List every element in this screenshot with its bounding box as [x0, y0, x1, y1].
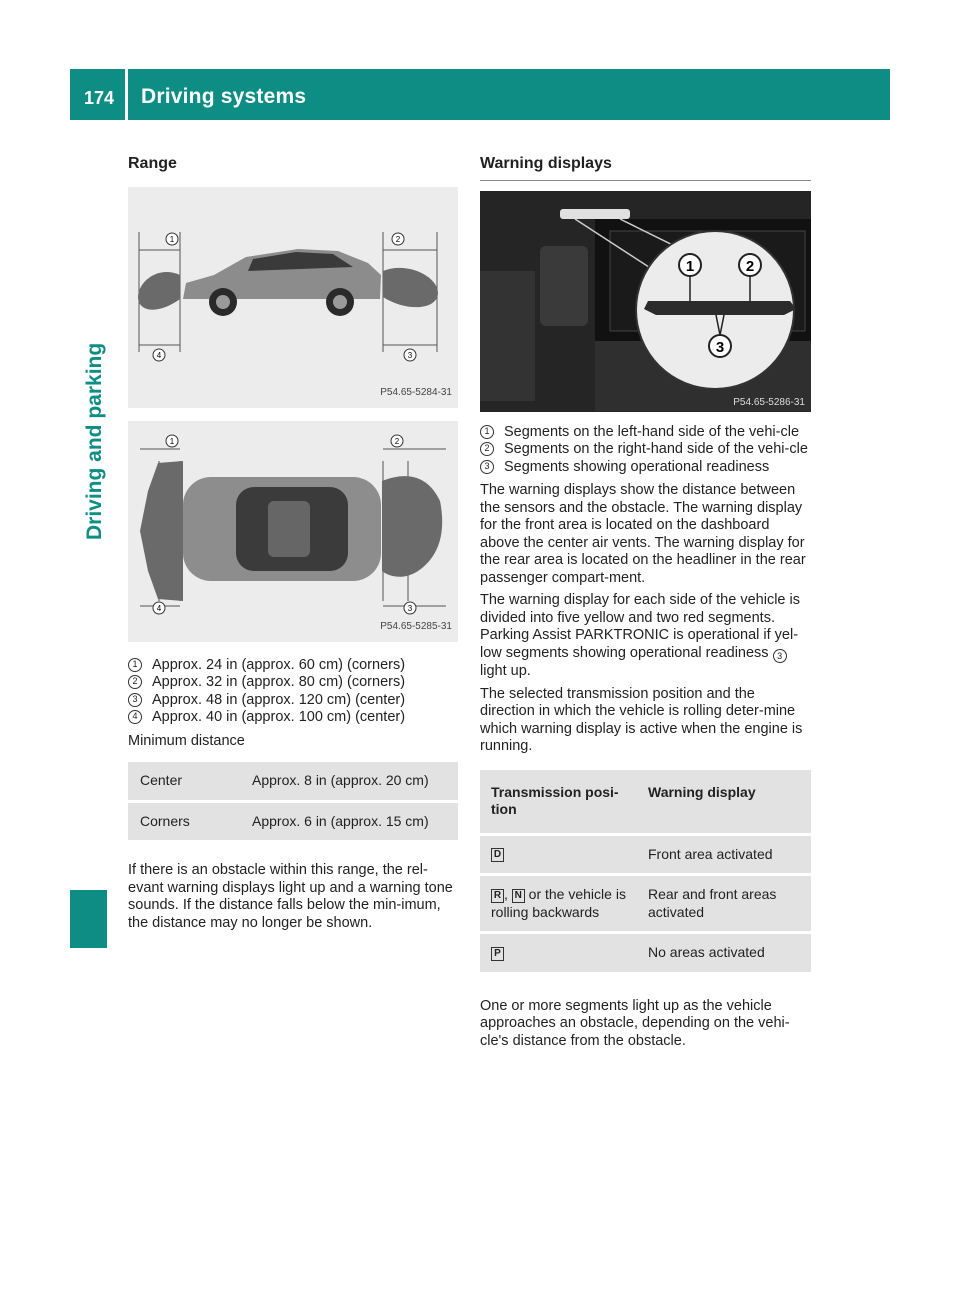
range-column	[128, 150, 458, 932]
section-title: Driving systems	[141, 85, 307, 108]
callout-3-marker	[709, 335, 731, 357]
warning-heading: Warning displays	[480, 150, 811, 181]
value-cell: Approx. 8 in (approx. 20 cm)	[252, 772, 429, 788]
top-view-illustration	[128, 421, 458, 642]
callout-3-marker	[404, 602, 416, 614]
display-cell: Rear and front areas activated	[648, 886, 777, 920]
svg-text:4: 4	[156, 603, 162, 613]
legend-item	[128, 709, 458, 727]
gear-key-icon: R	[491, 889, 504, 903]
range-heading: Range	[128, 155, 177, 172]
min-distance-label: Minimum distance	[128, 732, 245, 749]
chapter-side-label: Driving and parking	[83, 342, 106, 540]
svg-text:2: 2	[745, 257, 755, 275]
warning-column	[480, 150, 811, 1050]
legend-text: Segments on the left-hand side of the vehi-cle	[504, 423, 800, 440]
callout-2-marker	[391, 435, 403, 447]
value-cell: Approx. 6 in (approx. 15 cm)	[252, 812, 429, 829]
range-top-view-figure	[128, 421, 458, 642]
legend-text: Segments on the right-hand side of the vehi-cle	[504, 441, 808, 457]
svg-text:2: 2	[395, 234, 401, 244]
callout-number: 1	[128, 658, 142, 672]
zone-cell: Center	[140, 772, 183, 788]
range-paragraph: If there is an obstacle within this range, the rel-evant warning displays light up and a warning tone sounds. If the distance falls below the min-imum, the distance may no longer be shown.	[128, 862, 453, 931]
range-side-view-figure	[128, 187, 458, 408]
svg-text:3: 3	[715, 338, 725, 356]
figure-code: P54.65-5285-31	[380, 621, 452, 632]
page-number: 174	[84, 88, 115, 108]
callout-1-marker	[679, 254, 701, 276]
warning-paragraph-2	[480, 592, 811, 681]
callout-2-marker	[739, 254, 761, 276]
table-row	[128, 762, 458, 800]
svg-text:3: 3	[407, 603, 413, 613]
callout-number: 3	[128, 693, 142, 707]
legend-item	[480, 424, 811, 442]
transmission-suffix: or the vehicle is rolling backwards	[491, 886, 626, 920]
legend-text: Approx. 32 in (approx. 80 cm) (corners)	[152, 674, 406, 690]
legend-text: Approx. 48 in (approx. 120 cm) (center)	[152, 691, 406, 708]
warning-legend	[480, 424, 811, 477]
column-header: Warning display	[637, 770, 811, 833]
warning-paragraph-4: One or more segments light up as the vehicle approaches an obstacle, depending on the vehi-cle's distance from the obstacle.	[480, 997, 790, 1049]
svg-text:1: 1	[169, 234, 175, 244]
figure-code: P54.65-5286-31	[733, 396, 805, 408]
callout-1-marker	[166, 233, 178, 245]
legend-text: Approx. 40 in (approx. 100 cm) (center)	[152, 709, 406, 725]
zone-cell: Corners	[140, 812, 190, 829]
transmission-cell	[480, 876, 637, 931]
gear-key-icon: N	[512, 889, 525, 903]
legend-item	[128, 692, 458, 710]
gear-key-icon: D	[491, 848, 504, 862]
warning-paragraph-3: The selected transmission position and the direction in which the vehicle is rolling deter-mine which warning display is active when the engine is running.	[480, 685, 803, 755]
key-separator: ,	[504, 886, 508, 903]
header-divider	[125, 69, 128, 120]
legend-text: Segments showing operational readiness	[504, 458, 770, 475]
transmission-cell	[480, 934, 637, 972]
callout-1-marker	[166, 435, 178, 447]
legend-item	[128, 657, 458, 675]
callout-number: 3	[773, 649, 787, 663]
svg-text:3: 3	[407, 350, 413, 360]
min-distance-table	[128, 762, 458, 840]
dashboard-illustration	[480, 191, 811, 412]
callout-4-marker	[153, 349, 165, 361]
chapter-marker	[70, 890, 107, 948]
range-legend	[128, 657, 458, 727]
callout-4-marker	[153, 602, 165, 614]
transmission-table	[480, 770, 811, 972]
callout-3-marker	[404, 349, 416, 361]
legend-item	[128, 674, 458, 692]
display-cell: Front area activated	[648, 845, 773, 862]
table-row	[480, 934, 811, 972]
legend-item	[480, 459, 811, 477]
figure-code: P54.65-5284-31	[380, 387, 452, 398]
gear-key-icon: P	[491, 947, 504, 961]
warning-display-figure	[480, 191, 811, 412]
callout-number: 3	[480, 460, 494, 474]
transmission-cell	[480, 836, 637, 874]
legend-text: Approx. 24 in (approx. 60 cm) (corners)	[152, 656, 406, 673]
paragraph-text: light up.	[480, 663, 531, 680]
table-row	[128, 803, 458, 841]
table-header-row	[480, 770, 811, 833]
table-row	[480, 836, 811, 874]
callout-number: 2	[128, 675, 142, 689]
paragraph-text: The warning display for each side of the vehicle is divided into five yellow and two red segments. Parking Assist PARKTRONIC is operational if yel-low segments showing operational readiness	[480, 592, 800, 661]
callout-number: 1	[480, 425, 494, 439]
warning-paragraph-1: The warning displays show the distance between the sensors and the obstacle. The warning display for the front area is located on the dashboard above the center air vents. The warning display for the rear area is located on the headliner in the rear passenger compart-ment.	[480, 482, 806, 586]
callout-2-marker	[392, 233, 404, 245]
svg-text:1: 1	[169, 436, 175, 446]
table-row	[480, 876, 811, 931]
svg-text:4: 4	[156, 350, 162, 360]
callout-number: 2	[480, 442, 494, 456]
display-cell: No areas activated	[648, 944, 765, 961]
legend-item	[480, 441, 811, 459]
callout-number: 4	[128, 710, 142, 724]
column-header: Transmission posi-tion	[480, 770, 637, 833]
side-view-illustration	[128, 187, 458, 408]
svg-text:1: 1	[685, 257, 695, 275]
svg-text:2: 2	[394, 436, 400, 446]
